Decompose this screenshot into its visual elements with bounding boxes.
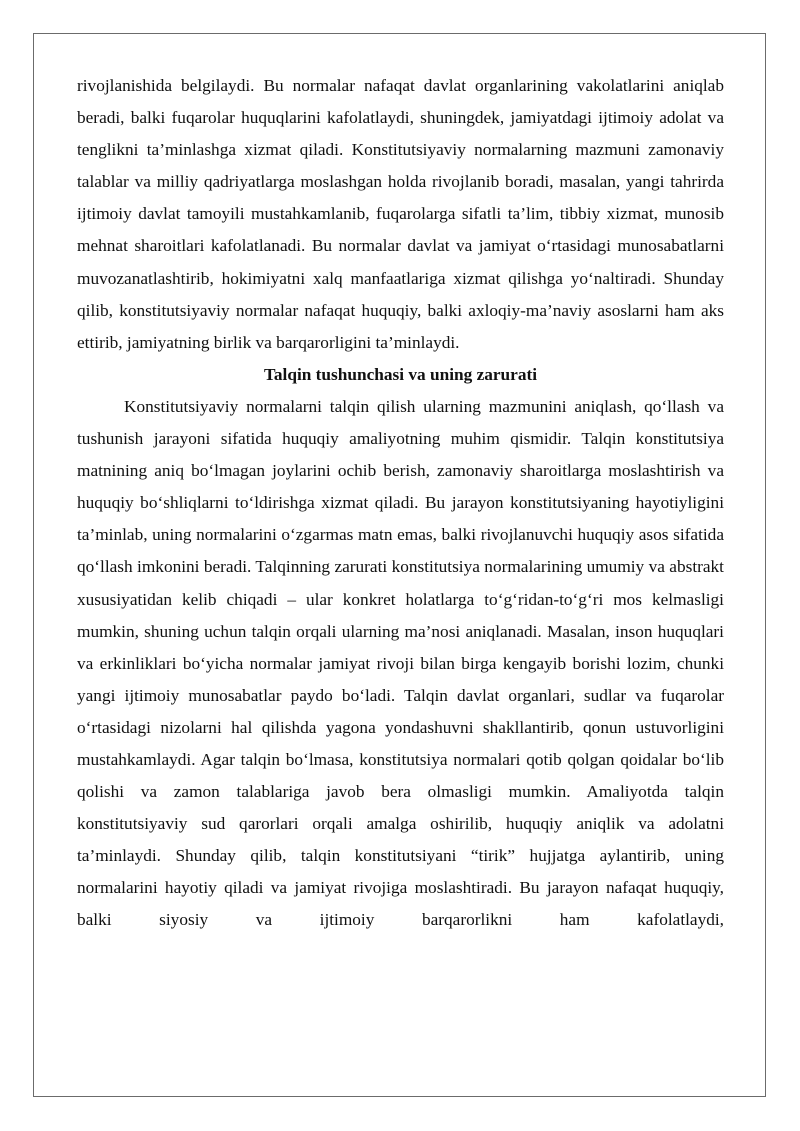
section-heading: Talqin tushunchasi va uning zarurati: [263, 364, 538, 384]
section-paragraph: Konstitutsiyaviy normalarni talqin qilish ularning mazmunini aniqlash, qo‘llash va tushunish jarayoni sifatida huquqiy amaliyotning muhim qismidir. Talqin konstitutsiya matnining aniq bo‘lmagan joylarini ochib berish, zamonaviy sharoitlarga moslashtirish va huquqiy bo‘shliqlarni to‘ldirishga xizmat qiladi. Bu jarayon konstitutsiyaning hayotiyligini ta’minlab, uning normalarini o‘zgarmas matn emas, balki rivojlanuvchi huquqiy asos sifatida qo‘llash imkonini beradi. Talqinning zarurati konstitutsiya normalarining umumiy va abstrakt xususiyatidan kelib chiqadi – ular konkret holatlarga to‘g‘ridan-to‘g‘ri mos kelmasligi mumkin, shuning uchun talqin orqali ularning ma’nosi aniqlanadi. Masalan, inson huquqlari va erkinliklari bo‘yicha normalar jamiyat rivoji bilan birga kengayib borishi lozim, chunki yangi ijtimoiy munosabatlar paydo bo‘ladi. Talqin davlat organlari, sudlar va fuqarolar o‘rtasidagi nizolarni hal qilishda yagona yondashuvni shakllantirib, qonun ustuvorligini mustahkamlaydi. Agar talqin bo‘lmasa, konstitutsiya normalari qotib qolgan qoidalar bo‘lib qolishi va zamon talablariga javob bera olmasligi mumkin. Amaliyotda talqin konstitutsiyaviy sud qarorlari orqali amalga oshirilib, huquqiy aniqlik va adolatni ta’minlaydi. Shunday qilib, talqin konstitutsiyani “tirik” hujjatga aylantirib, uning normalarini hayotiy qiladi va jamiyat rivojiga moslashtiradi. Bu jarayon nafaqat huquqiy, balki siyosiy va ijtimoiy barqarorlikni ham kafolatlaydi,: [77, 396, 724, 930]
document-body: [77, 70, 724, 937]
continued-paragraph: rivojlanishida belgilaydi. Bu normalar nafaqat davlat organlarining vakolatlarini aniqlab beradi, balki fuqarolar huquqlarini kafolatlaydi, shuningdek, jamiyatdagi ijtimoiy adolat va tenglikni ta’minlashga xizmat qiladi. Konstitutsiyaviy normalarning mazmuni zamonaviy talablar va milliy qadriyatlarga moslashgan holda rivojlanib boradi, masalan, yangi tahrirda ijtimoiy davlat tamoyili mustahkamlanib, fuqarolarga sifatli ta’lim, tibbiy xizmat, munosib mehnat sharoitlari kafolatlanadi. Bu normalar davlat va jamiyat o‘rtasidagi munosabatlarni muvozanatlashtirib, hokimiyatni xalq manfaatlariga xizmat qilishga yo‘naltiradi. Shunday qilib, konstitutsiyaviy normalar nafaqat huquqiy, balki axloqiy-ma’naviy asoslarni ham aks ettirib, jamiyatning birlik va barqarorligini ta’minlaydi.: [77, 76, 724, 352]
